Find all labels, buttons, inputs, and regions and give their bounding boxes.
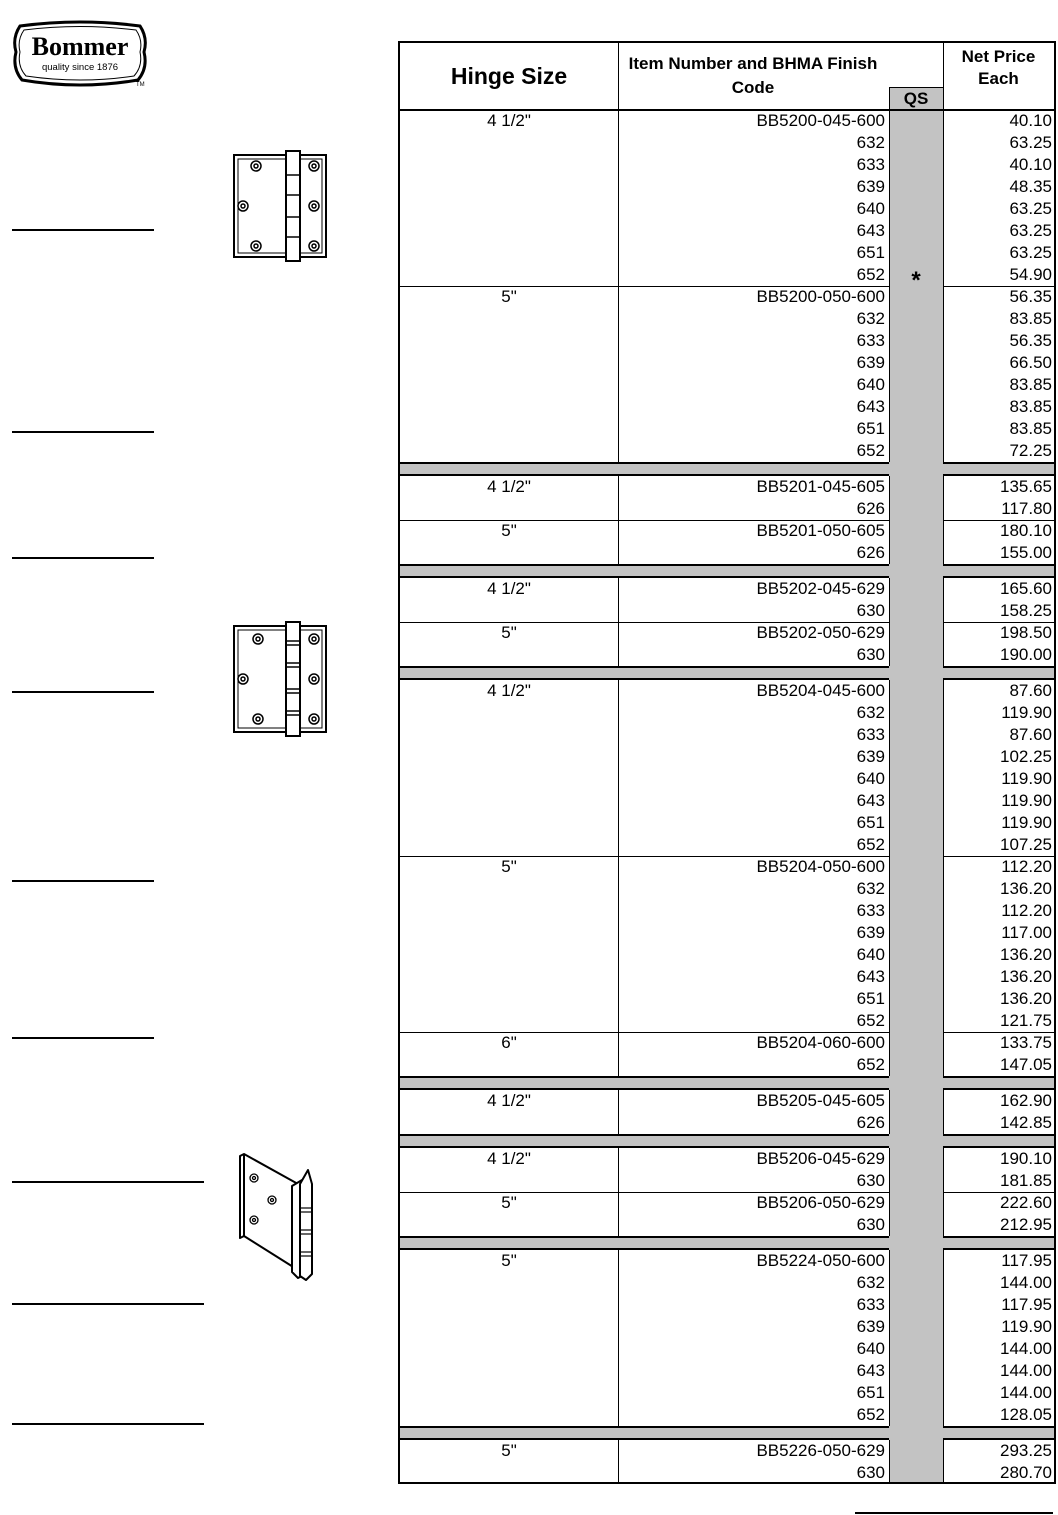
hinge-size-cell: 6"	[501, 1033, 517, 1052]
hinge-size-cell: 4 1/2"	[487, 1091, 531, 1110]
net-price-cell: 136.20	[1000, 967, 1052, 986]
header-net-price: Net Price Each	[961, 47, 1036, 88]
net-price-cell: 121.75	[1000, 1011, 1052, 1030]
item-number-cell: BB5202-050-629	[756, 623, 885, 642]
column-divider	[889, 1148, 890, 1236]
net-price-cell: 87.60	[1009, 681, 1052, 700]
hinge-size-cell: 5"	[501, 287, 517, 306]
hinge-size-cell: 5"	[501, 1441, 517, 1460]
net-price-cell: 63.25	[1009, 133, 1052, 152]
hinge-size-cell: 5"	[501, 1251, 517, 1270]
item-number-cell: 632	[856, 1273, 885, 1292]
item-number-cell: 640	[856, 1339, 885, 1358]
hinge-size-cell: 4 1/2"	[487, 579, 531, 598]
column-divider	[889, 110, 890, 462]
item-number-cell: 643	[856, 967, 885, 986]
item-number-cell: 652	[856, 441, 885, 460]
item-number-cell: 633	[856, 1295, 885, 1314]
column-divider	[943, 476, 944, 564]
group-separator	[400, 464, 1054, 474]
net-price-cell: 83.85	[1009, 397, 1052, 416]
net-price-cell: 293.25	[1000, 1441, 1052, 1460]
brand-tagline: quality since 1876	[41, 62, 119, 73]
net-price-cell: 40.10	[1009, 155, 1052, 174]
column-divider	[943, 1148, 944, 1236]
net-price-cell: 198.50	[1000, 623, 1052, 642]
item-number-cell: 626	[856, 543, 885, 562]
net-price-cell: 147.05	[1000, 1055, 1052, 1074]
net-price-cell: 190.00	[1000, 645, 1052, 664]
column-divider	[618, 476, 619, 564]
net-price-cell: 142.85	[1000, 1113, 1052, 1132]
net-price-cell: 112.20	[1001, 901, 1052, 920]
item-number-cell: 640	[856, 769, 885, 788]
hinge-size-cell: 4 1/2"	[487, 477, 531, 496]
net-price-cell: 119.90	[1001, 769, 1052, 788]
net-price-cell: 119.90	[1001, 1317, 1052, 1336]
column-divider	[889, 680, 890, 1076]
left-rule	[12, 431, 154, 433]
net-price-cell: 83.85	[1009, 419, 1052, 438]
ball-bearing-hinge-illustration-icon	[232, 621, 328, 737]
group-separator	[400, 1136, 1054, 1146]
net-price-cell: 280.70	[1000, 1463, 1052, 1482]
column-divider	[618, 110, 619, 462]
item-number-cell: 630	[856, 1215, 885, 1234]
hinge-size-cell: 4 1/2"	[487, 111, 531, 130]
item-number-cell: 639	[856, 353, 885, 372]
column-divider	[618, 578, 619, 666]
header-qs: QS	[903, 89, 929, 108]
net-price-cell: 136.20	[1000, 945, 1052, 964]
net-price-cell: 144.00	[1000, 1273, 1052, 1292]
column-divider	[943, 110, 944, 462]
item-number-cell: BB5202-045-629	[756, 579, 885, 598]
item-number-cell: 632	[856, 133, 885, 152]
hinge-size-cell: 5"	[501, 857, 517, 876]
net-price-cell: 180.10	[1000, 521, 1052, 540]
header-item-number: Item Number and BHMA Finish Code	[628, 54, 878, 97]
item-number-cell: BB5204-060-600	[756, 1033, 885, 1052]
item-number-cell: BB5201-045-605	[756, 477, 885, 496]
angled-hinge-illustration-icon	[232, 1150, 318, 1282]
item-number-cell: 640	[856, 945, 885, 964]
item-number-cell: 630	[856, 601, 885, 620]
item-number-cell: BB5200-045-600	[756, 111, 885, 130]
item-number-cell: 651	[856, 419, 885, 438]
net-price-cell: 48.35	[1009, 177, 1052, 196]
left-rule	[12, 557, 154, 559]
net-price-cell: 136.20	[1000, 989, 1052, 1008]
net-price-cell: 119.90	[1001, 703, 1052, 722]
trademark: TM	[136, 82, 145, 88]
net-price-cell: 128.05	[1000, 1405, 1052, 1424]
column-divider	[889, 1250, 890, 1426]
hinge-size-cell: 5"	[501, 623, 517, 642]
item-number-cell: 626	[856, 1113, 885, 1132]
item-number-cell: 652	[856, 1405, 885, 1424]
column-divider	[618, 1148, 619, 1236]
item-number-cell: 626	[856, 499, 885, 518]
item-number-cell: 630	[856, 1171, 885, 1190]
item-number-cell: 652	[856, 265, 885, 284]
item-number-cell: 651	[856, 813, 885, 832]
left-rule	[12, 1423, 204, 1425]
item-number-cell: 652	[856, 1055, 885, 1074]
item-number-cell: 651	[856, 989, 885, 1008]
item-number-cell: 640	[856, 199, 885, 218]
left-rule	[12, 691, 154, 693]
column-divider	[889, 1440, 890, 1484]
left-rule	[12, 229, 154, 231]
hinge-size-cell: 5"	[501, 521, 517, 540]
net-price-cell: 133.75	[1000, 1033, 1052, 1052]
net-price-cell: 56.35	[1009, 331, 1052, 350]
item-number-cell: 652	[856, 835, 885, 854]
column-divider	[943, 1250, 944, 1426]
item-number-cell: BB5226-050-629	[756, 1441, 885, 1460]
net-price-cell: 54.90	[1009, 265, 1052, 284]
header-hinge-size: Hinge Size	[450, 63, 568, 89]
item-number-cell: BB5205-045-605	[756, 1091, 885, 1110]
net-price-cell: 63.25	[1009, 199, 1052, 218]
net-price-cell: 117.95	[1001, 1295, 1052, 1314]
net-price-cell: 222.60	[1000, 1193, 1052, 1212]
item-number-cell: BB5204-050-600	[756, 857, 885, 876]
item-number-cell: 652	[856, 1011, 885, 1030]
item-number-cell: 632	[856, 309, 885, 328]
net-price-cell: 40.10	[1009, 111, 1052, 130]
net-price-cell: 107.25	[1000, 835, 1052, 854]
item-number-cell: BB5206-045-629	[756, 1149, 885, 1168]
net-price-cell: 72.25	[1009, 441, 1052, 460]
group-separator	[400, 566, 1054, 576]
item-number-cell: 630	[856, 1463, 885, 1482]
net-price-cell: 87.60	[1009, 725, 1052, 744]
item-number-cell: 639	[856, 177, 885, 196]
item-number-cell: 632	[856, 703, 885, 722]
left-rule	[12, 1181, 204, 1183]
column-divider	[889, 1090, 890, 1134]
item-number-cell: 630	[856, 645, 885, 664]
item-number-cell: BB5200-050-600	[756, 287, 885, 306]
net-price-cell: 181.85	[1000, 1171, 1052, 1190]
item-number-cell: 639	[856, 1317, 885, 1336]
bommer-logo	[10, 20, 150, 92]
net-price-cell: 155.00	[1000, 543, 1052, 562]
column-divider	[889, 476, 890, 564]
item-number-cell: 633	[856, 901, 885, 920]
net-price-cell: 135.65	[1000, 477, 1052, 496]
item-number-cell: 651	[856, 243, 885, 262]
hinge-size-cell: 4 1/2"	[487, 1149, 531, 1168]
price-table	[398, 41, 1056, 1484]
column-divider	[943, 578, 944, 666]
footer-rule	[855, 1512, 1053, 1514]
column-divider	[618, 1440, 619, 1484]
net-price-cell: 144.00	[1000, 1339, 1052, 1358]
group-separator	[400, 1428, 1054, 1438]
net-price-cell: 162.90	[1000, 1091, 1052, 1110]
left-rule	[12, 1303, 204, 1305]
item-number-cell: 633	[856, 155, 885, 174]
qs-mark: *	[911, 267, 921, 294]
hinge-size-cell: 5"	[501, 1193, 517, 1212]
group-separator	[400, 668, 1054, 678]
net-price-cell: 136.20	[1000, 879, 1052, 898]
item-number-cell: BB5224-050-600	[756, 1251, 885, 1270]
column-divider	[943, 1440, 944, 1484]
column-divider	[618, 1250, 619, 1426]
item-number-cell: 651	[856, 1383, 885, 1402]
hinge-illustration-icon	[232, 150, 328, 262]
group-separator	[400, 1078, 1054, 1088]
item-number-cell: 643	[856, 397, 885, 416]
net-price-cell: 83.85	[1009, 309, 1052, 328]
item-number-cell: 643	[856, 1361, 885, 1380]
net-price-cell: 56.35	[1009, 287, 1052, 306]
net-price-cell: 144.00	[1000, 1383, 1052, 1402]
net-price-cell: 63.25	[1009, 221, 1052, 240]
column-divider	[889, 578, 890, 666]
left-rule	[12, 1037, 154, 1039]
column-divider	[618, 680, 619, 1076]
net-price-cell: 158.25	[1000, 601, 1052, 620]
net-price-cell: 117.80	[1001, 499, 1052, 518]
table-body	[400, 43, 1054, 1482]
item-number-cell: 643	[856, 221, 885, 240]
brand-name: Bommer	[31, 32, 129, 61]
net-price-cell: 112.20	[1001, 857, 1052, 876]
net-price-cell: 144.00	[1000, 1361, 1052, 1380]
left-rule	[12, 880, 154, 882]
column-divider	[618, 1090, 619, 1134]
item-number-cell: 633	[856, 331, 885, 350]
net-price-cell: 119.90	[1001, 791, 1052, 810]
net-price-cell: 117.95	[1001, 1251, 1052, 1270]
net-price-cell: 63.25	[1009, 243, 1052, 262]
net-price-cell: 190.10	[1000, 1149, 1052, 1168]
item-number-cell: BB5201-050-605	[756, 521, 885, 540]
net-price-cell: 66.50	[1009, 353, 1052, 372]
net-price-cell: 165.60	[1000, 579, 1052, 598]
hinge-size-cell: 4 1/2"	[487, 681, 531, 700]
item-number-cell: BB5204-045-600	[756, 681, 885, 700]
item-number-cell: 639	[856, 923, 885, 942]
item-number-cell: 639	[856, 747, 885, 766]
item-number-cell: 633	[856, 725, 885, 744]
column-divider	[943, 1090, 944, 1134]
net-price-cell: 119.90	[1001, 813, 1052, 832]
net-price-cell: 212.95	[1000, 1215, 1052, 1234]
group-separator	[400, 1238, 1054, 1248]
item-number-cell: 643	[856, 791, 885, 810]
net-price-cell: 102.25	[1000, 747, 1052, 766]
net-price-cell: 83.85	[1009, 375, 1052, 394]
item-number-cell: 640	[856, 375, 885, 394]
item-number-cell: 632	[856, 879, 885, 898]
item-number-cell: BB5206-050-629	[756, 1193, 885, 1212]
column-divider	[943, 680, 944, 1076]
net-price-cell: 117.00	[1001, 923, 1052, 942]
